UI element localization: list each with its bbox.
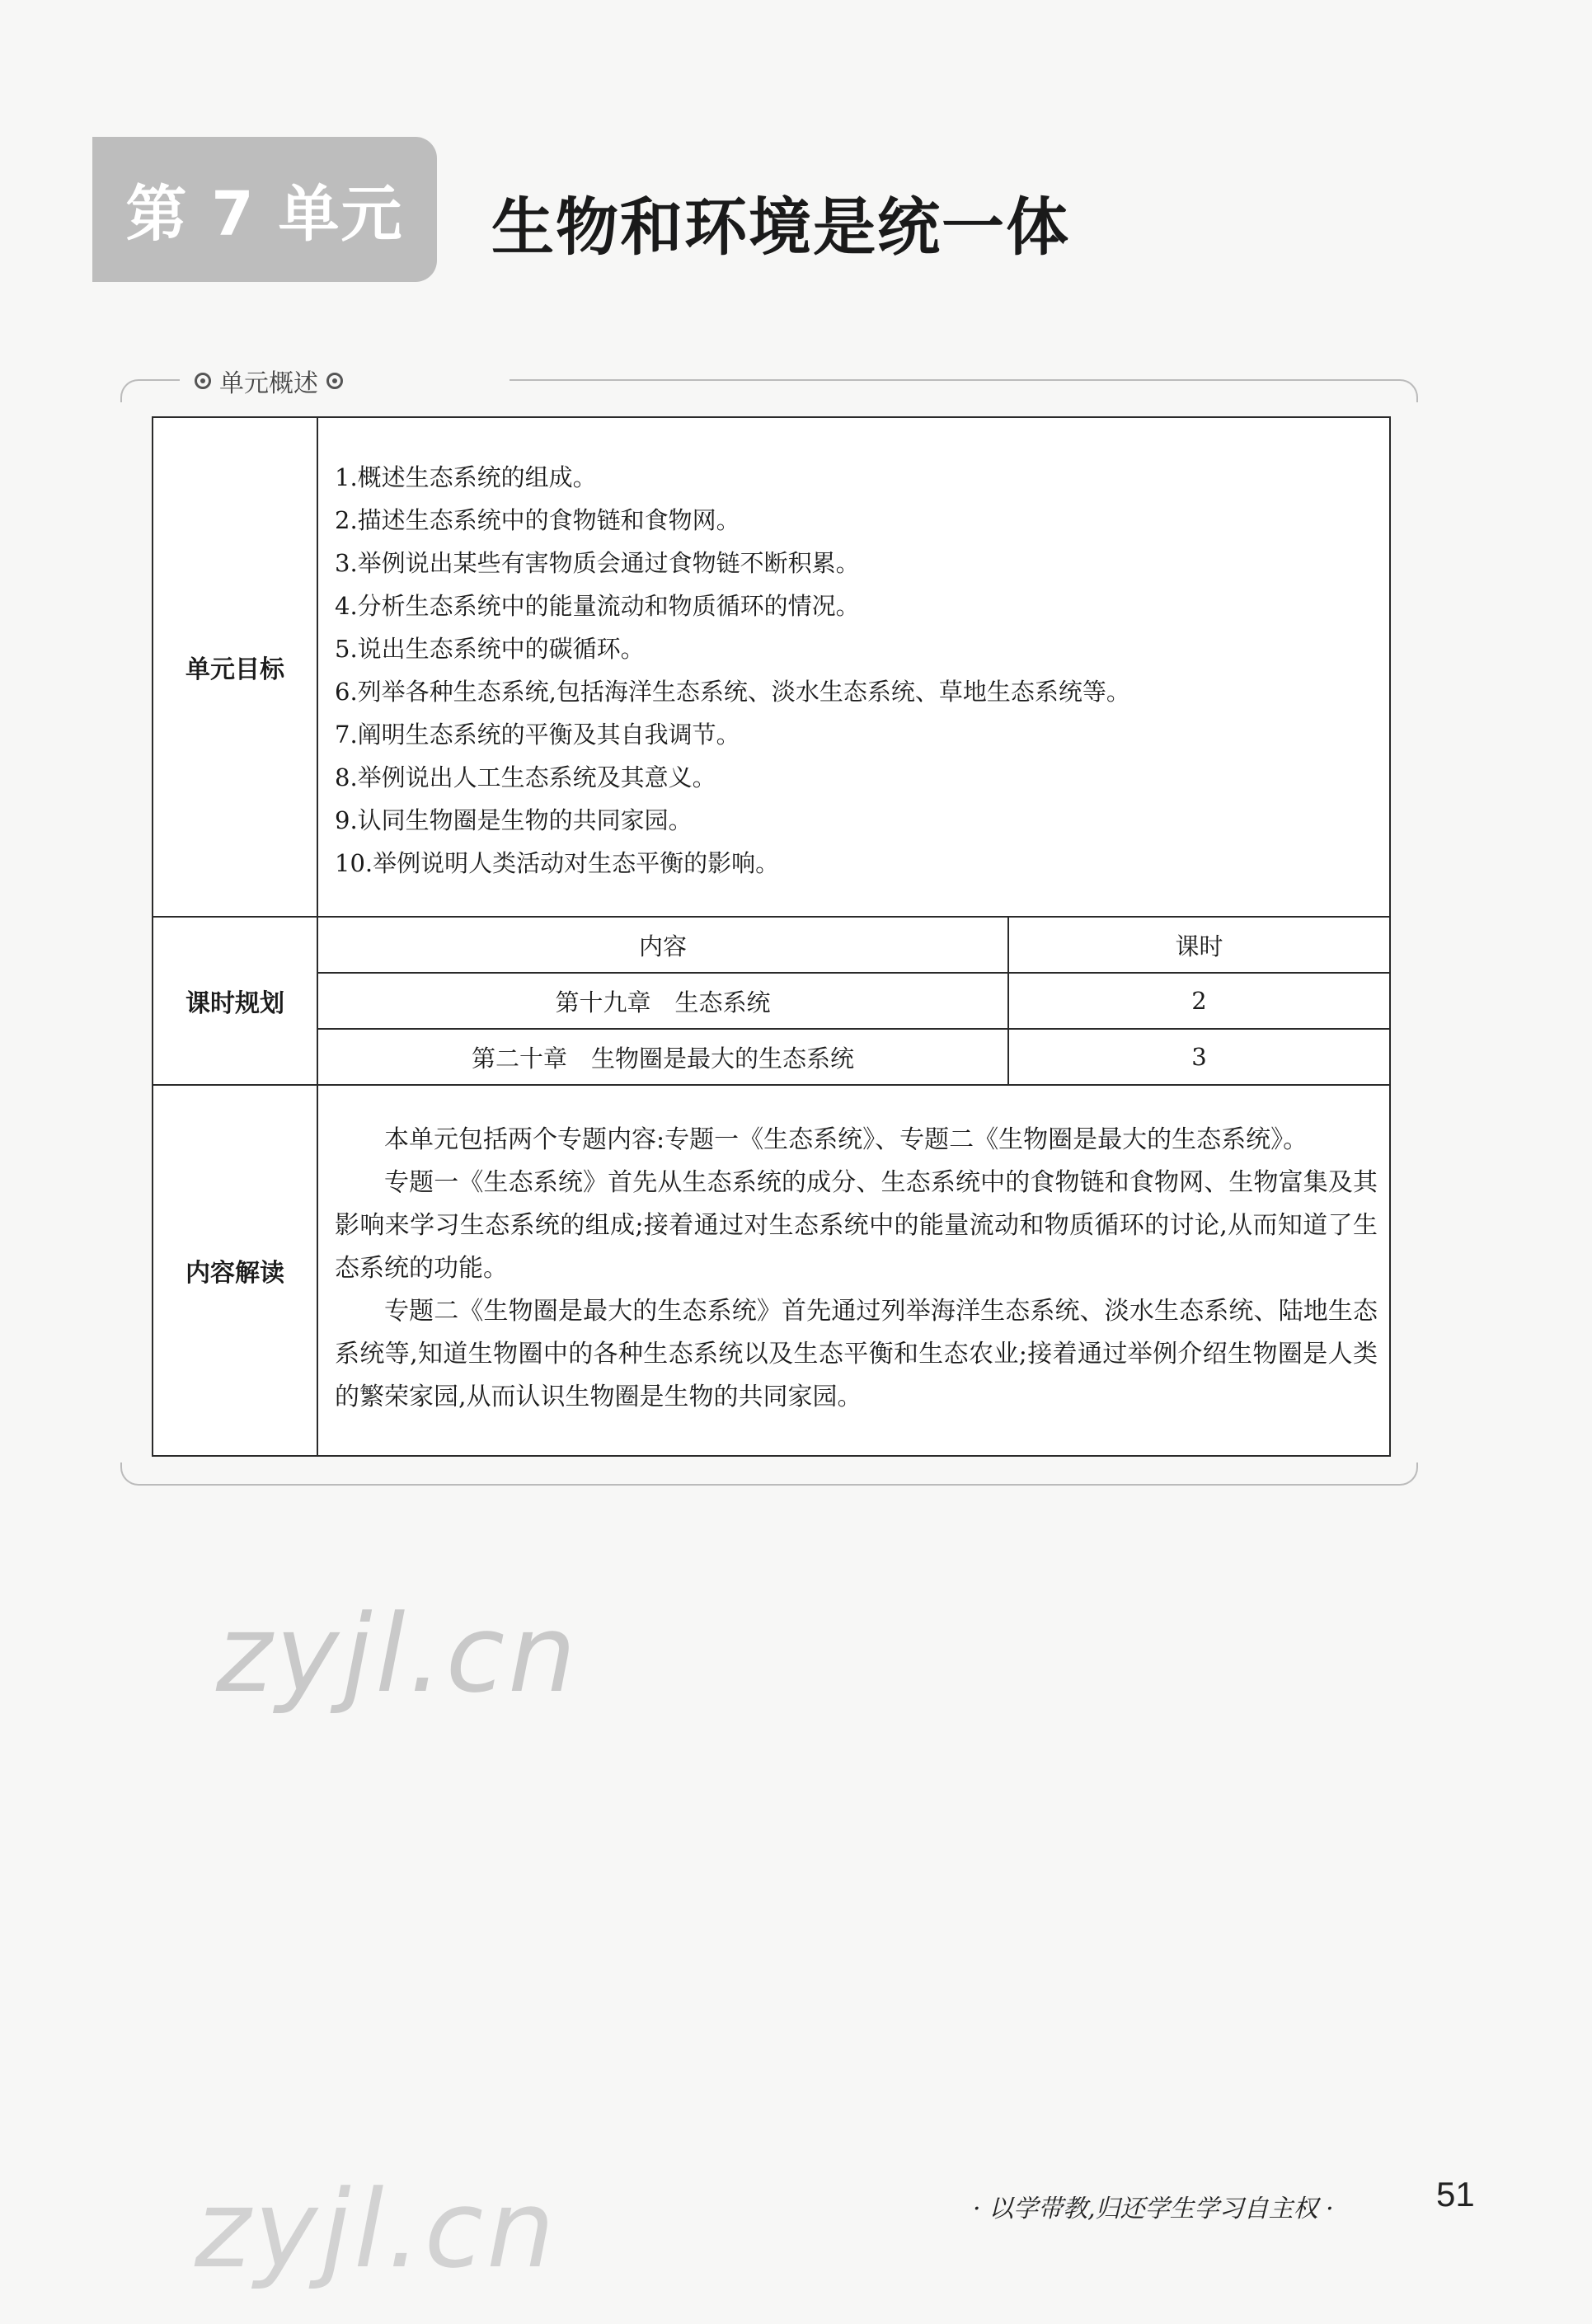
plan-content: 第二十章 生物圈是最大的生态系统 [318,1029,1008,1084]
content-paragraph: 专题二《生物圈是最大的生态系统》首先通过列举海洋生态系统、淡水生态系统、陆地生态系统等,知道生物圈中的各种生态系统以及生态平衡和生态农业;接着通过举例介绍生物圈是人类的繁荣家园,从而认识生物圈是生物的共同家园。 [335,1297,1378,1411]
plan-table [318,918,1389,1084]
bullet-icon [326,373,343,389]
goals-row [153,417,1390,917]
plan-hours: 3 [1191,1043,1207,1071]
plan-header-row [318,918,1389,973]
content-paragraph: 专题一《生态系统》首先从生态系统的成分、生态系统中的食物链和食物网、生物富集及其影响来学习生态系统的组成;接着通过对生态系统中的能量流动和物质循环的讨论,从而知道了生态系统的功能。 [335,1168,1378,1283]
watermark: zyjl.cn [195,2167,558,2292]
plan-label: 课时规划 [153,917,317,1085]
footer-slogan: · 以学带教,归还学生学习自主权 · [973,2195,1334,2223]
plan-content: 第十九章 生态系统 [318,973,1008,1029]
overview-frame-bottom [120,1462,1418,1486]
goal-item: 4.分析生态系统中的能量流动和物质循环的情况。 [335,592,860,620]
plan-row [153,917,1390,1085]
goals-list [318,418,1389,916]
watermark: zyjl.cn [216,1591,580,1716]
goal-item: 2.描述生态系统中的食物链和食物网。 [335,506,740,534]
bullet-icon [195,373,211,389]
goals-cell [317,417,1390,917]
content-label: 内容解读 [153,1085,317,1456]
goal-item: 3.举例说出某些有害物质会通过食物链不断积累。 [335,549,860,577]
unit-tab [92,137,437,282]
goal-item: 8.举例说出人工生态系统及其意义。 [335,763,716,791]
plan-header-hours: 课时 [1008,918,1389,973]
plan-data-row [318,973,1389,1029]
unit-tab-label: 第 7 单元 [125,179,404,250]
plan-cell [317,917,1390,1085]
goal-item: 10.举例说明人类活动对生态平衡的影响。 [335,849,780,877]
goal-item: 5.说出生态系统中的碳循环。 [335,635,645,663]
content-cell [317,1085,1390,1456]
goal-item: 6.列举各种生态系统,包括海洋生态系统、淡水生态系统、草地生态系统等。 [335,678,1130,706]
overview-heading [195,363,343,399]
overview-table [152,416,1391,1457]
plan-hours: 2 [1008,973,1389,1029]
goals-label: 单元目标 [153,417,317,917]
overview-label: 单元概述 [219,369,318,398]
goal-item: 9.认同生物圈是生物的共同家园。 [335,806,693,834]
goal-item: 7.阐明生态系统的平衡及其自我调节。 [335,721,740,749]
page-number: 51 [1436,2175,1475,2214]
content-text [318,1086,1389,1455]
plan-data-row [318,1029,1389,1084]
goal-item: 1.概述生态系统的组成。 [335,463,597,491]
content-row [153,1085,1390,1456]
plan-header-content: 内容 [318,918,1008,973]
content-paragraph: 本单元包括两个专题内容:专题一《生态系统》、专题二《生物圈是最大的生态系统》。 [384,1125,1308,1154]
unit-title: 生物和环境是统一体 [491,190,1070,264]
